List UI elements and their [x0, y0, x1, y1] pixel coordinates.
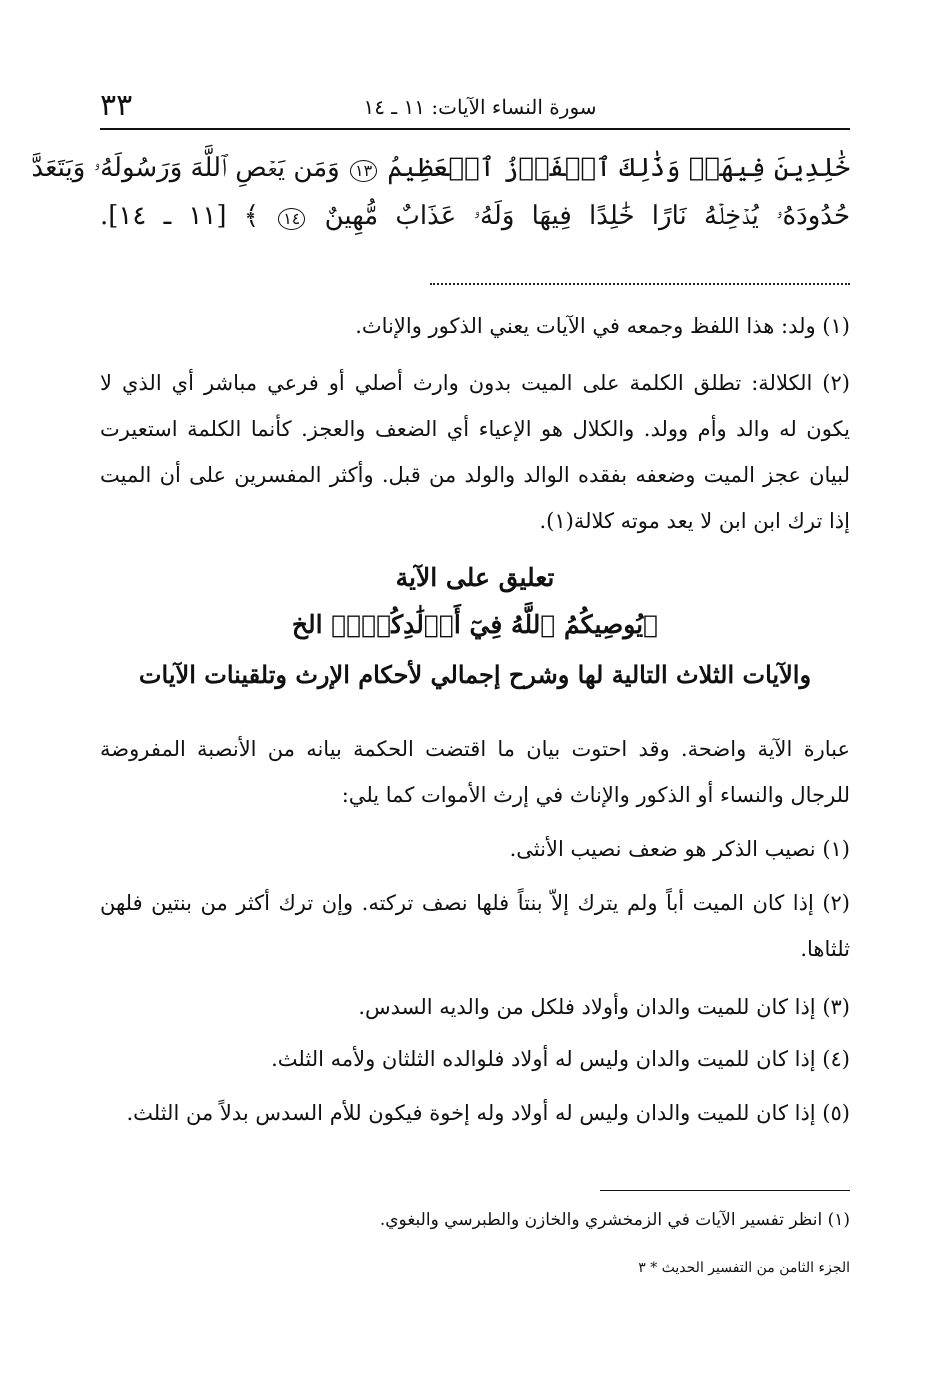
glossary-note-2: (٢) الكلالة: تطلق الكلمة على الميت بدون وارث أصلي أو فرعي مباشر أي الذي لا يكون له والد وأم وولد. والكلال هو الإعياء أي الضعف والعجز. كأنما الكلمة استعيرت لبيان عجز الميت وضعفه بفقده الوالد والولد من قبل. وأكثر المفسرين على أن الميت إذا ترك ابن ابن لا يعد موته كلالة(١). — [100, 371, 850, 533]
rule-item-2: (٢) إذا كان الميت أباً ولم يترك إلاّ بنتاً فلها نصف تركته. وإن ترك أكثر من بنتين فلهن ثلثاها. — [100, 891, 850, 961]
footnote-rule — [600, 1190, 850, 1191]
section-heading-verse: ﴿يُوصِيكُمُ ٱللَّهُ فِيٓ أَوۡلَٰدِكُمۡۖ﴾ الخ — [291, 610, 659, 639]
verse-number-mark: ١٣ — [350, 160, 377, 182]
glossary-note-1: (١) ولد: هذا اللفظ وجمعه في الآيات يعني الذكور والإناث. — [355, 314, 850, 338]
header-rule — [100, 128, 850, 130]
page-number: ٣٣ — [100, 88, 133, 123]
quran-verse-line-2 — [100, 196, 850, 236]
rule-item-4: (٤) إذا كان للميت والدان وليس له أولاد فلوالده الثلثان ولأمه الثلث. — [271, 1047, 850, 1071]
section-heading: تعليق على الآية — [395, 563, 555, 592]
verse-number-mark: ١٤ — [278, 208, 305, 230]
quran-text: حُدُودَهُۥ يُدۡخِلۡهُ نَارًا خَٰلِدًا فِيهَا وَلَهُۥ عَذَابٌ مُّهِينٌ — [324, 201, 851, 231]
dotted-separator — [430, 283, 850, 285]
footnote: (١) انظر تفسير الآيات في الزمخشري والخازن والطبرسي والبغوي. — [379, 1210, 850, 1230]
rule-item-1: (١) نصيب الذكر هو ضعف نصيب الأنثى. — [509, 837, 850, 861]
verse-reference: ﴾ [١١ ـ ١٤]. — [100, 201, 259, 231]
rule-item-3: (٣) إذا كان للميت والدان وأولاد فلكل من والديه السدس. — [358, 995, 850, 1019]
footer-signature: الجزء الثامن من التفسير الحديث * ٣ — [638, 1260, 850, 1276]
rule-item-5: (٥) إذا كان للميت والدان وليس له أولاد وله إخوة فيكون للأم السدس بدلاً من الثلث. — [126, 1101, 850, 1125]
body-intro: عبارة الآية واضحة. وقد احتوت بيان ما اقتضت الحكمة بيانه من الأنصبة المفروضة للرجال والنساء أو الذكور والإناث في إرث الأموات كما يلي: — [100, 737, 850, 807]
quran-verse-line-1 — [31, 148, 850, 188]
running-header-title: سورة النساء الآيات: ١١ ـ ١٤ — [363, 95, 597, 119]
section-subheading: والآيات الثلاث التالية لها وشرح إجمالي لأحكام الإرث وتلقينات الآيات — [138, 660, 812, 689]
quran-text: وَمَن يَعۡصِ ٱللَّهَ وَرَسُولَهُۥ وَيَتَعَدَّ — [31, 153, 340, 183]
quran-text: خَٰلِدِينَ فِيهَاۚ وَذَٰلِكَ ٱلۡفَوۡزُ ٱلۡعَظِيمُ — [387, 153, 850, 183]
